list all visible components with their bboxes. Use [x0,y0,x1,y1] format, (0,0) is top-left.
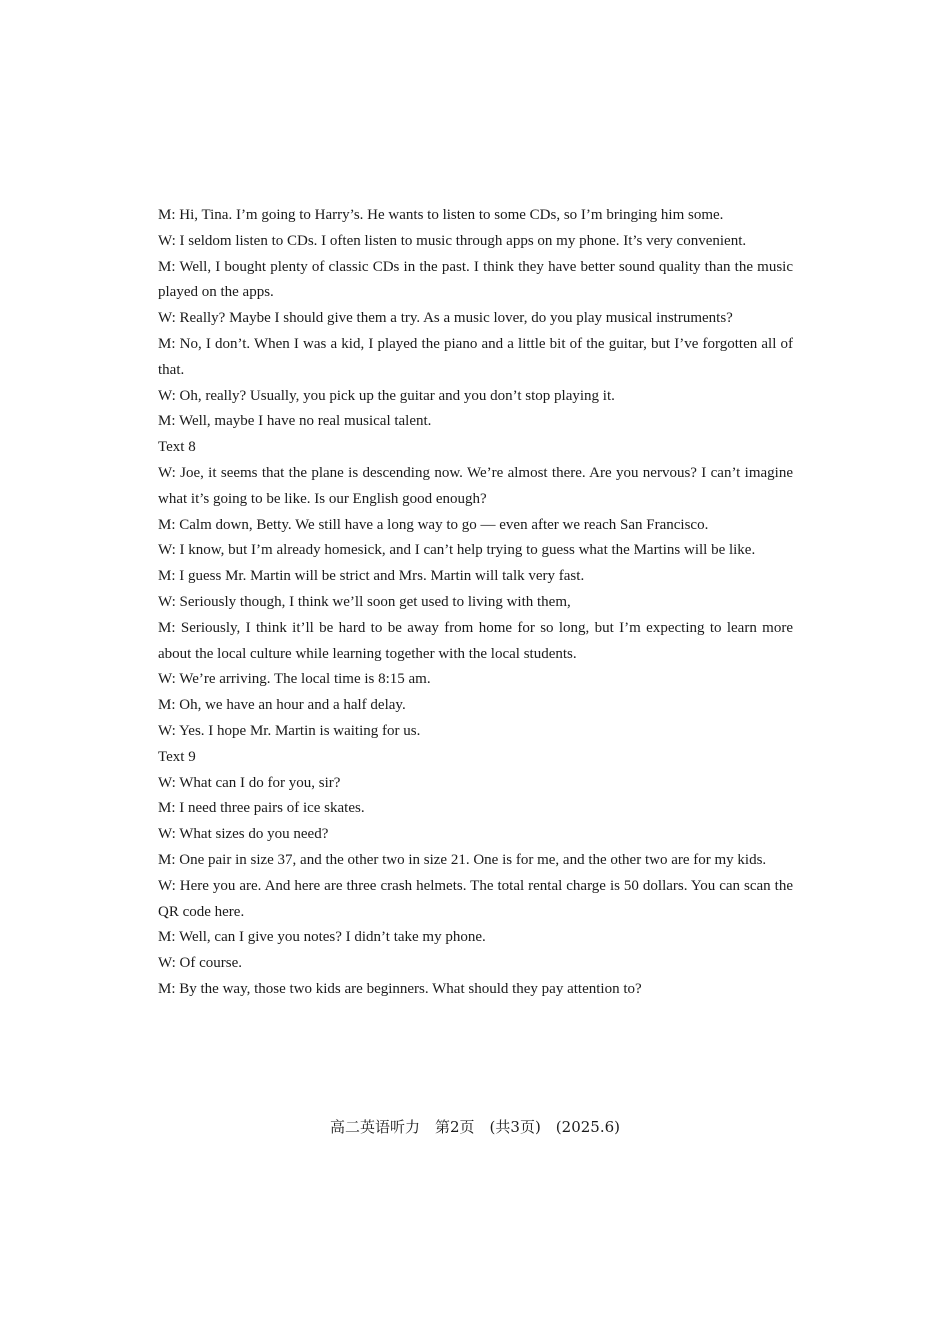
dialogue-line: M: Well, maybe I have no real musical talent. [158,413,432,430]
dialogue-line: W: What can I do for you, sir? [158,774,341,791]
dialogue-line: W: We’re arriving. The local time is 8:15 am. [158,671,431,688]
dialogue-line: M: No, I don’t. When I was a kid, I played the piano and a little bit of the guitar, but I’ve forgotten all of that. [158,335,793,378]
dialogue-line: M: Seriously, I think it’ll be hard to be away from home for so long, but I’m expecting to learn more about the local culture while learning together with the local students. [158,619,793,662]
dialogue-line: M: Hi, Tina. I’m going to Harry’s. He wants to listen to some CDs, so I’m bringing him some. [158,207,724,223]
dialogue-line: M: By the way, those two kids are beginners. What should they pay attention to? [158,980,642,997]
dialogue-line: W: Joe, it seems that the plane is descending now. We’re almost there. Are you nervous? I can’t imagine what it’s going to be like. Is our English good enough? [158,464,793,507]
dialogue-line: M: One pair in size 37, and the other two in size 21. One is for me, and the other two are for my kids. [158,851,767,868]
dialogue-line: M: I need three pairs of ice skates. [158,800,365,817]
dialogue-line: M: I guess Mr. Martin will be strict and Mrs. Martin will talk very fast. [158,568,585,585]
dialogue-line: W: Seriously though, I think we’ll soon get used to living with them, [158,593,571,610]
dialogue-line: W: Here you are. And here are three crash helmets. The total rental charge is 50 dollars. You can scan the QR code here. [158,877,793,920]
dialogue-line: W: Oh, really? Usually, you pick up the guitar and you don’t stop playing it. [158,387,615,404]
dialogue-line: W: Of course. [158,955,242,972]
dialogue-line: W: What sizes do you need? [158,826,329,843]
dialogue-line: W: I know, but I’m already homesick, and I can’t help trying to guess what the Martins will be like. [158,542,756,559]
dialogue-line: M: Oh, we have an hour and a half delay. [158,697,406,714]
dialogue-line: M: Well, I bought plenty of classic CDs in the past. I think they have better sound quality than the music played on the apps. [158,258,793,301]
dialogue-line: W: Yes. I hope Mr. Martin is waiting for us. [158,722,421,739]
dialogue-line: W: I seldom listen to CDs. I often listen to music through apps on my phone. It’s very convenient. [158,232,747,249]
text-8-heading: Text 8 [158,439,196,456]
transcript-body [158,203,793,1003]
text-9-heading: Text 9 [158,748,196,765]
dialogue-line: M: Calm down, Betty. We still have a long way to go — even after we reach San Francisco. [158,516,709,533]
dialogue-line: M: Well, can I give you notes? I didn’t take my phone. [158,929,486,946]
page-footer: 高二英语听力 第2页 (共3页) (2025.6) [330,1118,620,1136]
dialogue-line: W: Really? Maybe I should give them a try. As a music lover, do you play musical instruments? [158,310,733,327]
